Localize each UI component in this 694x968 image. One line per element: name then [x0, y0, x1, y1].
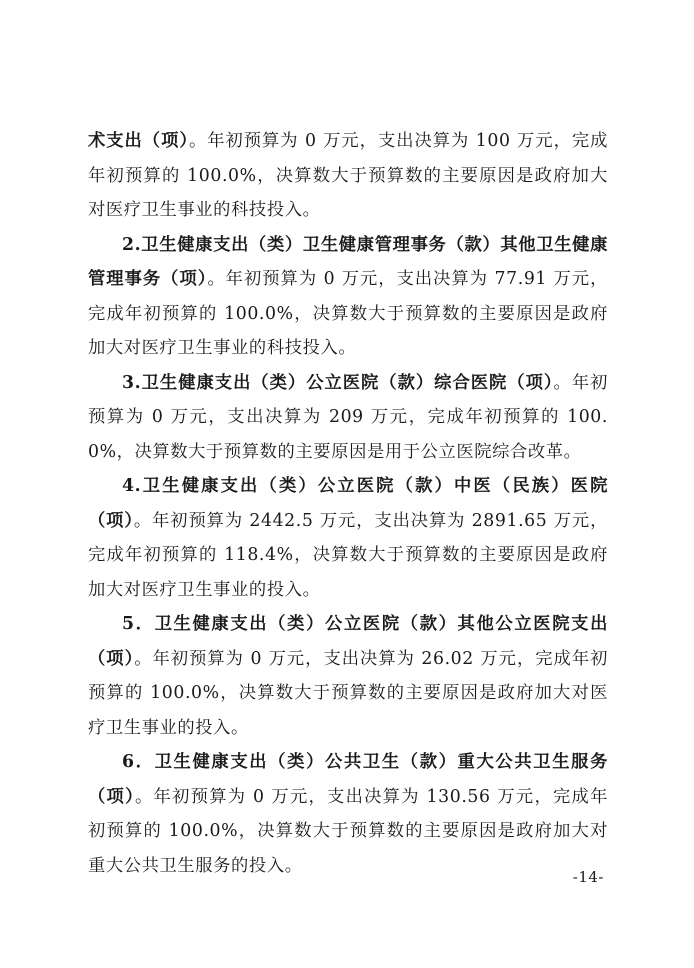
paragraph-heading: 2.卫生健康支出（类）卫生健康管理事务（款）其他卫生健康管理事务（项）: [88, 234, 608, 289]
paragraph-text: 。年初预算为 2442.5 万元，支出决算为 2891.65 万元，完成年初预算的 118.4%，决算数大于预算数的主要原因是政府加大对医疗卫生事业的投入。: [88, 510, 608, 600]
paragraph-text: 。年初预算为 0 万元，支出决算为 100 万元，完成年初预算的 100.0%，决算数大于预算数的主要原因是政府加大对医疗卫生事业的科技投入。: [88, 131, 608, 220]
paragraph-heading: 3.卫生健康支出（类）公立医院（款）综合医院（项）: [122, 372, 554, 393]
paragraph-2: [88, 228, 608, 366]
page-number: -14-: [572, 868, 604, 886]
paragraph-heading: 5．卫生健康支出（类）公立医院（款）其他公立医院支出（项）: [88, 614, 608, 669]
paragraph-text: 。年初预算为 0 万元，支出决算为 26.02 万元，完成年初预算的 100.0%，决算数大于预算数的主要原因是政府加大对医疗卫生事业的投入。: [88, 648, 609, 738]
paragraph-4: [88, 469, 608, 607]
paragraph-text: 。年初预算为 0 万元，支出决算为 130.56 万元，完成年初预算的 100.0%，决算数大于预算数的主要原因是政府加大对重大公共卫生服务的投入。: [88, 786, 608, 876]
paragraph-heading: 4.卫生健康支出（类）公立医院（款）中医（民族）医院（项）: [88, 476, 608, 531]
paragraph-text: 。年初预算为 0 万元，支出决算为 77.91 万元，完成年初预算的 100.0%，决算数大于预算数的主要原因是政府加大对医疗卫生事业的科技投入。: [88, 269, 608, 358]
document-body: [88, 124, 608, 883]
paragraph-5: [88, 607, 608, 745]
paragraph-3: [88, 366, 608, 470]
paragraph-heading: 6．卫生健康支出（类）公共卫生（款）重大公共卫生服务（项）: [88, 752, 608, 807]
paragraph-text: 。年初预算为 0 万元，支出决算为 209 万元，完成年初预算的 100.0%，决算数大于预算数的主要原因是用于公立医院综合改革。: [88, 372, 608, 462]
paragraph-heading: 术支出（项）: [88, 131, 189, 151]
paragraph-6: [88, 745, 608, 883]
paragraph-1: [88, 124, 608, 228]
